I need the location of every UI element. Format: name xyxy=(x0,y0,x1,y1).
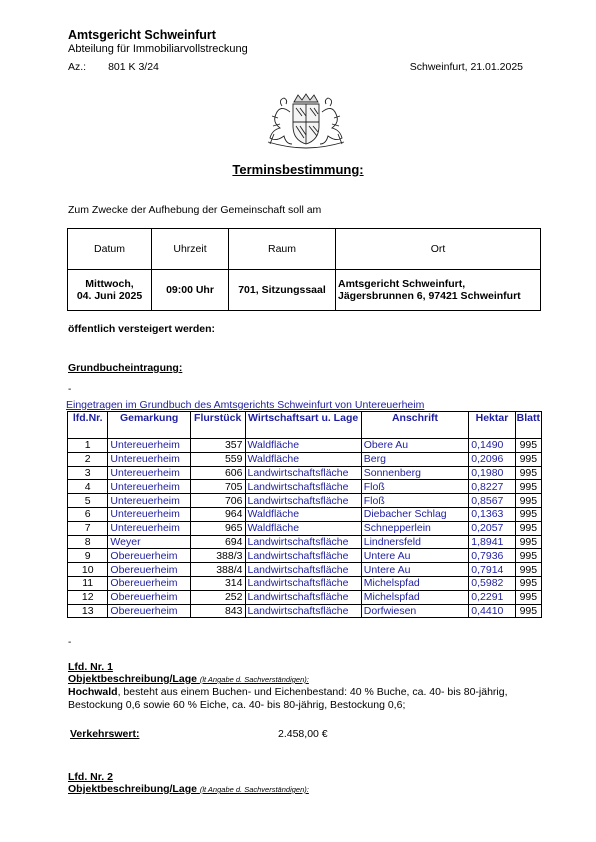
grundbuch-registration-note: Eingetragen im Grundbuch des Amtsgerichts Schweinfurt von Untereuerheim xyxy=(66,399,425,411)
cell-wirtschaftsart: Landwirtschaftsfläche xyxy=(245,604,361,618)
cell-flurstueck: 964 xyxy=(190,507,245,521)
cell-wirtschaftsart: Landwirtschaftsfläche xyxy=(245,563,361,577)
cell-blatt: 995 xyxy=(515,604,541,618)
cell-gemarkung: Untereuerheim xyxy=(108,521,190,535)
case-reference-number: 801 K 3/24 xyxy=(108,61,159,73)
cell-gemarkung: Untereuerheim xyxy=(108,494,190,508)
cell-lfd-nr: 10 xyxy=(68,563,108,577)
table-row xyxy=(68,480,542,494)
cell-lfd-nr: 13 xyxy=(68,604,108,618)
case-reference xyxy=(68,61,159,73)
cell-lfd-nr: 9 xyxy=(68,549,108,563)
case-reference-label: Az.: xyxy=(68,61,87,73)
cell-flurstueck: 843 xyxy=(190,604,245,618)
cell-blatt: 995 xyxy=(515,521,541,535)
cell-hektar: 0,1363 xyxy=(469,507,515,521)
cell-blatt: 995 xyxy=(515,563,541,577)
cell-hektar: 0,5982 xyxy=(469,576,515,590)
cell-wirtschaftsart: Landwirtschaftsfläche xyxy=(245,590,361,604)
cell-gemarkung: Obereuerheim xyxy=(108,563,190,577)
cell-hektar: 0,2291 xyxy=(469,590,515,604)
cell-lfd-nr: 7 xyxy=(68,521,108,535)
cell-anschrift: Sonnenberg xyxy=(361,466,469,480)
termin-place-court: Amtsgericht Schweinfurt, xyxy=(338,278,466,290)
lfd-1-desc-text: , besteht aus einem Buchen- und Eichenbestand: 40 % Buche, ca. 40- bis 80-jährig, Bestockung 0,6 sowie 60 % Eiche, ca. 40- bis 80-jährig, Bestockung 0,6; xyxy=(68,686,508,711)
termin-header-raum: Raum xyxy=(229,229,336,270)
table-row xyxy=(68,576,542,590)
cell-wirtschaftsart: Landwirtschaftsfläche xyxy=(245,549,361,563)
table-row xyxy=(68,563,542,577)
cell-anschrift: Diebacher Schlag xyxy=(361,507,469,521)
cell-flurstueck: 965 xyxy=(190,521,245,535)
table-row xyxy=(68,439,542,453)
cell-lfd-nr: 3 xyxy=(68,466,108,480)
cell-hektar: 0,1490 xyxy=(469,439,515,453)
cell-anschrift: Floß xyxy=(361,494,469,508)
table-row xyxy=(68,549,542,563)
table-row xyxy=(68,535,542,549)
cell-blatt: 995 xyxy=(515,576,541,590)
cell-flurstueck: 388/3 xyxy=(190,549,245,563)
lfd-2-object-description-label xyxy=(68,783,309,795)
lfd-2-title: Lfd. Nr. 2 xyxy=(68,771,113,783)
cell-wirtschaftsart: Waldfläche xyxy=(245,452,361,466)
document-title: Terminsbestimmung: xyxy=(232,162,364,177)
grundbuch-table xyxy=(67,411,542,618)
table-row xyxy=(68,466,542,480)
cell-anschrift: Michelspfad xyxy=(361,590,469,604)
termin-date xyxy=(68,270,152,311)
grundbuch-header-row xyxy=(68,412,542,439)
grundbuch-title: Grundbucheintragung: xyxy=(68,362,183,374)
cell-gemarkung: Obereuerheim xyxy=(108,604,190,618)
cell-lfd-nr: 12 xyxy=(68,590,108,604)
cell-flurstueck: 606 xyxy=(190,466,245,480)
grundbuch-header-lfd-nr: lfd.Nr. xyxy=(68,412,108,439)
cell-blatt: 995 xyxy=(515,535,541,549)
termin-date-day: 04. Juni 2025 xyxy=(76,290,143,302)
cell-blatt: 995 xyxy=(515,452,541,466)
cell-hektar: 0,2057 xyxy=(469,521,515,535)
cell-anschrift: Michelspfad xyxy=(361,576,469,590)
lfd-1-title: Lfd. Nr. 1 xyxy=(68,661,113,673)
cell-lfd-nr: 4 xyxy=(68,480,108,494)
cell-wirtschaftsart: Waldfläche xyxy=(245,507,361,521)
cell-gemarkung: Untereuerheim xyxy=(108,466,190,480)
table-row xyxy=(68,590,542,604)
bavarian-coat-of-arms-icon xyxy=(260,92,352,152)
cell-lfd-nr: 1 xyxy=(68,439,108,453)
cell-wirtschaftsart: Landwirtschaftsfläche xyxy=(245,494,361,508)
cell-anschrift: Dorfwiesen xyxy=(361,604,469,618)
cell-gemarkung: Untereuerheim xyxy=(108,439,190,453)
cell-hektar: 1,8941 xyxy=(469,535,515,549)
cell-hektar: 0,8567 xyxy=(469,494,515,508)
table-row xyxy=(68,494,542,508)
lfd-1-obj-note: (lt Angabe d. Sachverständigen): xyxy=(199,675,309,684)
separator-dash: - xyxy=(68,384,72,395)
cell-hektar: 0,7936 xyxy=(469,549,515,563)
grundbuch-header-hektar: Hektar xyxy=(469,412,515,439)
cell-anschrift: Berg xyxy=(361,452,469,466)
cell-gemarkung: Obereuerheim xyxy=(108,590,190,604)
cell-flurstueck: 559 xyxy=(190,452,245,466)
cell-blatt: 995 xyxy=(515,439,541,453)
cell-flurstueck: 388/4 xyxy=(190,563,245,577)
intro-text: Zum Zwecke der Aufhebung der Gemeinschaft soll am xyxy=(68,204,322,216)
grundbuch-header-gemarkung: Gemarkung xyxy=(108,412,190,439)
cell-lfd-nr: 8 xyxy=(68,535,108,549)
termin-room: 701, Sitzungssaal xyxy=(229,270,336,311)
cell-lfd-nr: 11 xyxy=(68,576,108,590)
cell-gemarkung: Untereuerheim xyxy=(108,452,190,466)
cell-flurstueck: 357 xyxy=(190,439,245,453)
cell-flurstueck: 314 xyxy=(190,576,245,590)
cell-wirtschaftsart: Landwirtschaftsfläche xyxy=(245,535,361,549)
grundbuch-header-blatt: Blatt xyxy=(515,412,541,439)
cell-flurstueck: 694 xyxy=(190,535,245,549)
cell-anschrift: Schnepperlein xyxy=(361,521,469,535)
cell-wirtschaftsart: Waldfläche xyxy=(245,439,361,453)
cell-lfd-nr: 6 xyxy=(68,507,108,521)
cell-gemarkung: Untereuerheim xyxy=(108,507,190,521)
lfd-1-desc-bold: Hochwald xyxy=(68,686,118,698)
cell-gemarkung: Obereuerheim xyxy=(108,576,190,590)
cell-blatt: 995 xyxy=(515,549,541,563)
cell-wirtschaftsart: Landwirtschaftsfläche xyxy=(245,576,361,590)
lfd-1-object-description-label xyxy=(68,673,309,685)
cell-gemarkung: Weyer xyxy=(108,535,190,549)
lfd-1-description xyxy=(68,686,538,712)
table-row xyxy=(68,604,542,618)
termin-place xyxy=(336,270,541,311)
termin-header-datum: Datum xyxy=(68,229,152,270)
termin-date-weekday: Mittwoch, xyxy=(85,278,134,290)
cell-blatt: 995 xyxy=(515,590,541,604)
cell-anschrift: Untere Au xyxy=(361,563,469,577)
cell-hektar: 0,1980 xyxy=(469,466,515,480)
lfd-1-obj-label: Objektbeschreibung/Lage xyxy=(68,673,197,685)
termin-place-address: Jägersbrunnen 6, 97421 Schweinfurt xyxy=(338,290,521,302)
termin-table xyxy=(67,228,541,311)
verkehrswert-label: Verkehrswert: xyxy=(70,728,140,740)
cell-lfd-nr: 2 xyxy=(68,452,108,466)
termin-header-ort: Ort xyxy=(336,229,541,270)
cell-gemarkung: Obereuerheim xyxy=(108,549,190,563)
verkehrswert-value: 2.458,00 € xyxy=(278,728,328,740)
table-row xyxy=(68,507,542,521)
cell-flurstueck: 252 xyxy=(190,590,245,604)
grundbuch-header-flurstueck: Flurstück xyxy=(190,412,245,439)
cell-flurstueck: 705 xyxy=(190,480,245,494)
grundbuch-header-wirtschaftsart: Wirtschaftsart u. Lage xyxy=(245,412,361,439)
cell-wirtschaftsart: Landwirtschaftsfläche xyxy=(245,480,361,494)
cell-flurstueck: 706 xyxy=(190,494,245,508)
separator-dash: - xyxy=(68,637,72,648)
auction-statement: öffentlich versteigert werden: xyxy=(68,323,216,335)
cell-wirtschaftsart: Waldfläche xyxy=(245,521,361,535)
cell-hektar: 0,8227 xyxy=(469,480,515,494)
cell-anschrift: Lindnersfeld xyxy=(361,535,469,549)
lfd-2-obj-note: (lt Angabe d. Sachverständigen): xyxy=(199,785,309,794)
lfd-2-obj-label: Objektbeschreibung/Lage xyxy=(68,783,197,795)
cell-blatt: 995 xyxy=(515,466,541,480)
cell-blatt: 995 xyxy=(515,480,541,494)
court-name: Amtsgericht Schweinfurt xyxy=(68,28,216,42)
cell-anschrift: Floß xyxy=(361,480,469,494)
cell-anschrift: Obere Au xyxy=(361,439,469,453)
cell-hektar: 0,2096 xyxy=(469,452,515,466)
department-name: Abteilung für Immobiliarvollstreckung xyxy=(68,43,248,55)
cell-wirtschaftsart: Landwirtschaftsfläche xyxy=(245,466,361,480)
cell-anschrift: Untere Au xyxy=(361,549,469,563)
cell-lfd-nr: 5 xyxy=(68,494,108,508)
table-row xyxy=(68,452,542,466)
cell-blatt: 995 xyxy=(515,494,541,508)
termin-header-uhrzeit: Uhrzeit xyxy=(152,229,229,270)
place-date: Schweinfurt, 21.01.2025 xyxy=(409,61,523,73)
cell-hektar: 0,7914 xyxy=(469,563,515,577)
table-row xyxy=(68,521,542,535)
grundbuch-body xyxy=(68,439,542,618)
termin-time: 09:00 Uhr xyxy=(152,270,229,311)
cell-gemarkung: Untereuerheim xyxy=(108,480,190,494)
cell-hektar: 0,4410 xyxy=(469,604,515,618)
grundbuch-header-anschrift: Anschrift xyxy=(361,412,469,439)
cell-blatt: 995 xyxy=(515,507,541,521)
